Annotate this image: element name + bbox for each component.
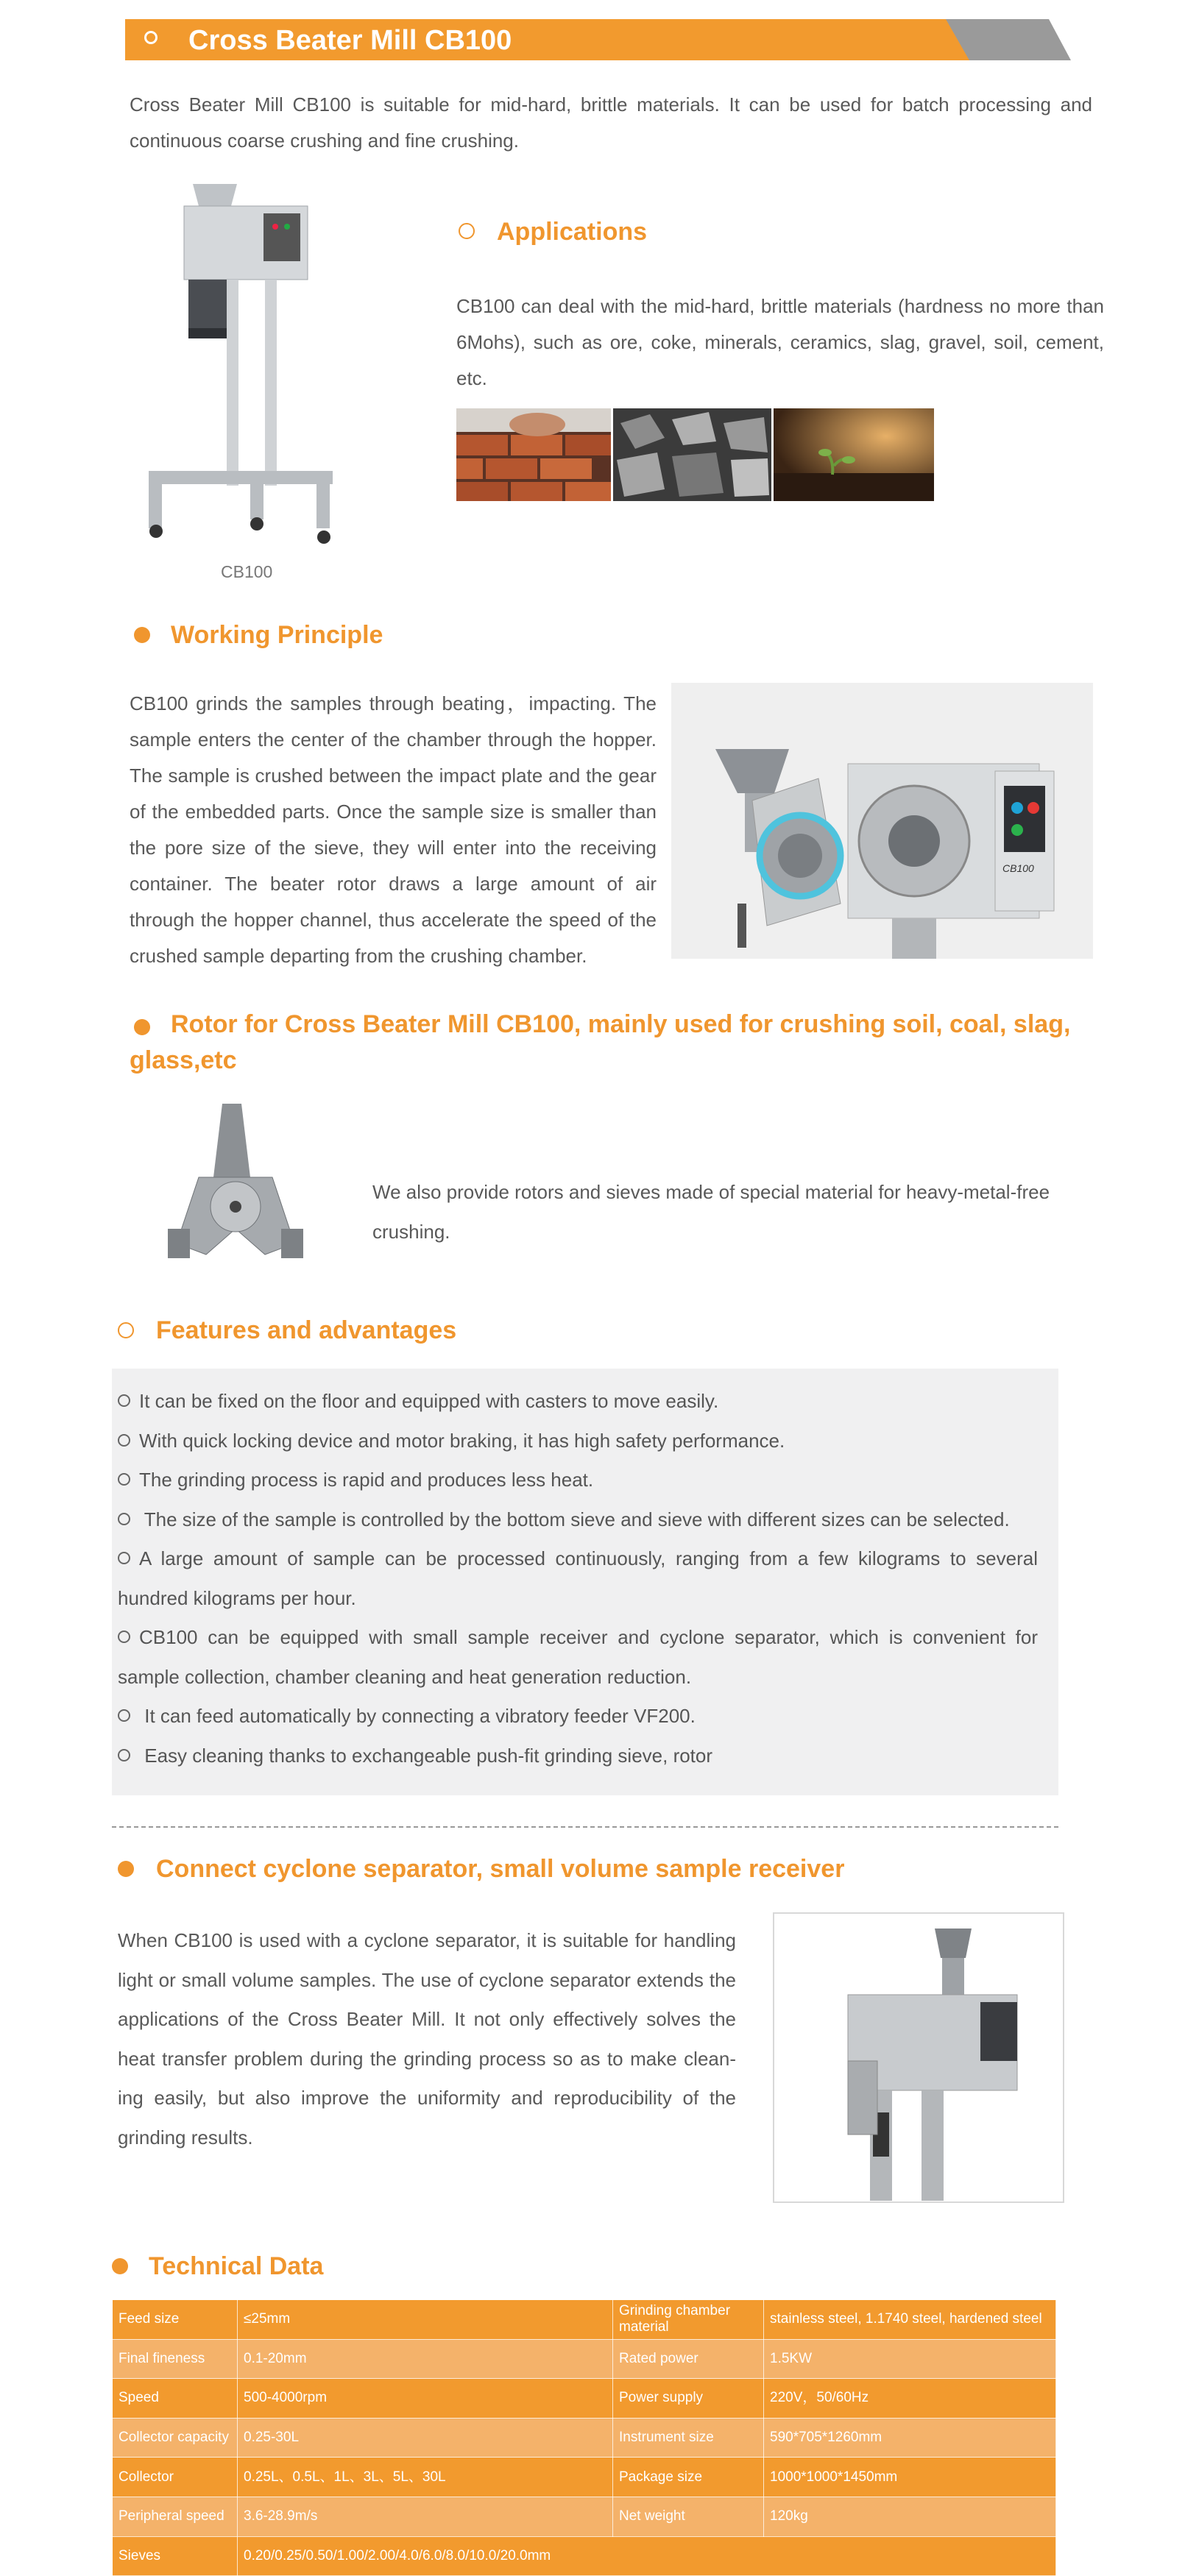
applications-text: CB100 can deal with the mid-hard, brittle materials (hardness no more than 6Mohs), such as ore, coke, minerals, ceramics, slag, gravel, soil, cement, etc. — [456, 295, 1104, 389]
spec-value: 220V，50/60Hz — [764, 2379, 1056, 2419]
features-heading: Features and advantages — [156, 1316, 457, 1344]
rotor-image — [155, 1096, 316, 1267]
technical-data-table — [112, 2299, 1056, 2576]
cyclone-text: When CB100 is used with a cyclone separator, it is suitable for handling light or small volume samples. The use of cyclone separator extends the applications of the Cross Beater Mill. It not only effectively solves the heat transfer problem during the grinding process so as to make clean-ing easily, but also improve the uniformity and reproducibility of the grinding results. — [118, 1929, 736, 2149]
list-item: With quick locking device and motor braking, it has high safety performance. — [118, 1422, 1038, 1461]
table-row — [113, 2300, 1056, 2340]
spec-value: 590*705*1260mm — [764, 2418, 1056, 2458]
applications-heading: Applications — [497, 218, 648, 246]
spec-label: Speed — [113, 2379, 238, 2419]
table-row — [113, 2339, 1056, 2379]
soil-seedling-photo — [774, 408, 934, 501]
cyclone-machine-image — [773, 1912, 1064, 2203]
dot-icon — [134, 627, 150, 643]
list-item: Easy cleaning thanks to exchangeable push-fit grinding sieve, rotor — [118, 1736, 1038, 1776]
list-item: A large amount of sample can be processed continuously, ranging from a few kilograms to several hundred kilograms per hour. — [118, 1547, 1038, 1609]
circle-bullet-icon — [118, 1473, 130, 1486]
page-title: Cross Beater Mill CB100 — [188, 25, 512, 56]
cyclone-heading: Connect cyclone separator, small volume sample receiver — [156, 1855, 845, 1883]
spec-value: 0.25-30L — [238, 2418, 613, 2458]
list-item: The grinding process is rapid and produces less heat. — [118, 1461, 1038, 1500]
product-image — [140, 184, 353, 544]
spec-label: Peripheral speed — [113, 2497, 238, 2536]
spec-value: 3.6-28.9m/s — [238, 2497, 613, 2536]
circle-icon — [144, 31, 158, 44]
table-row — [113, 2536, 1056, 2576]
circle-bullet-icon — [118, 1513, 130, 1525]
spec-value: ≤25mm — [238, 2300, 613, 2340]
rotor-heading: Rotor for Cross Beater Mill CB100, mainly used for crushing soil, coal, slag, glass,etc — [130, 1010, 1071, 1074]
circle-bullet-icon — [118, 1709, 130, 1722]
spec-label: Package size — [613, 2458, 764, 2497]
spec-value: 1.5KW — [764, 2339, 1056, 2379]
table-row — [113, 2379, 1056, 2419]
circle-bullet-icon — [118, 1434, 130, 1447]
spec-value: 0.25L、0.5L、1L、3L、5L、30L — [238, 2458, 613, 2497]
table-row — [113, 2418, 1056, 2458]
rotor-text: We also provide rotors and sieves made of special material for heavy-metal-free crushing. — [372, 1181, 1050, 1243]
spec-value: 120kg — [764, 2497, 1056, 2536]
spec-label: Final fineness — [113, 2339, 238, 2379]
spec-value: stainless steel, 1.1740 steel, hardened steel — [764, 2300, 1056, 2340]
spec-value: 0.1-20mm — [238, 2339, 613, 2379]
spec-label: Grinding chamber material — [613, 2300, 764, 2340]
spec-value: 0.20/0.25/0.50/1.00/2.00/4.0/6.0/8.0/10.0/20.0mm — [238, 2536, 1056, 2576]
dot-icon — [118, 1861, 134, 1877]
circle-bullet-icon — [118, 1552, 130, 1564]
features-list — [118, 1382, 1038, 1775]
list-item: CB100 can be equipped with small sample receiver and cyclone separator, which is convenient for sample collection, chamber cleaning and heat generation reduction. — [118, 1626, 1038, 1688]
circle-bullet-icon — [118, 1631, 130, 1643]
spec-value: 500-4000rpm — [238, 2379, 613, 2419]
working-principle-text: CB100 grinds the samples through beating，impacting. The sample enters the center of the chamber through the hopper. The sample is crushed between the impact plate and the gear of the embedded parts. Once the sample size is smaller than the pore size of the sieve, they will enter into the receiving container. The beater rotor draws a large amount of air through the hopper channel, thus accelerate the speed of the crushed sample departing from the crushing chamber. — [130, 692, 657, 967]
list-item: It can feed automatically by connecting a vibratory feeder VF200. — [118, 1697, 1038, 1736]
circle-bullet-icon — [118, 1749, 130, 1761]
spec-label: Sieves — [113, 2536, 238, 2576]
technical-data-heading: Technical Data — [149, 2252, 324, 2280]
spec-label: Feed size — [113, 2300, 238, 2340]
table-row — [113, 2458, 1056, 2497]
working-principle-heading: Working Principle — [171, 621, 383, 649]
spec-value: 1000*1000*1450mm — [764, 2458, 1056, 2497]
spec-label: Rated power — [613, 2339, 764, 2379]
dot-icon — [112, 2258, 128, 2274]
spec-label: Instrument size — [613, 2418, 764, 2458]
machine-open-chamber-image — [671, 683, 1093, 959]
divider — [112, 1826, 1058, 1828]
circle-bullet-icon — [118, 1394, 130, 1407]
machine-label: CB100 — [1002, 862, 1034, 874]
table-row — [113, 2497, 1056, 2536]
intro-text: Cross Beater Mill CB100 is suitable for mid-hard, brittle materials. It can be used for batch processing and continuous coarse crushing and fine crushing. — [130, 93, 1092, 152]
gravel-photo — [613, 408, 771, 501]
list-item: The size of the sample is controlled by the bottom sieve and sieve with different sizes can be selected. — [118, 1500, 1038, 1540]
spec-label: Collector capacity — [113, 2418, 238, 2458]
circle-icon — [459, 223, 475, 239]
spec-label: Power supply — [613, 2379, 764, 2419]
spec-label: Collector — [113, 2458, 238, 2497]
spec-label: Net weight — [613, 2497, 764, 2536]
product-caption: CB100 — [221, 562, 273, 581]
circle-icon — [118, 1322, 134, 1338]
brick-wall-photo — [456, 408, 611, 501]
list-item: It can be fixed on the floor and equipped with casters to move easily. — [118, 1382, 1038, 1422]
